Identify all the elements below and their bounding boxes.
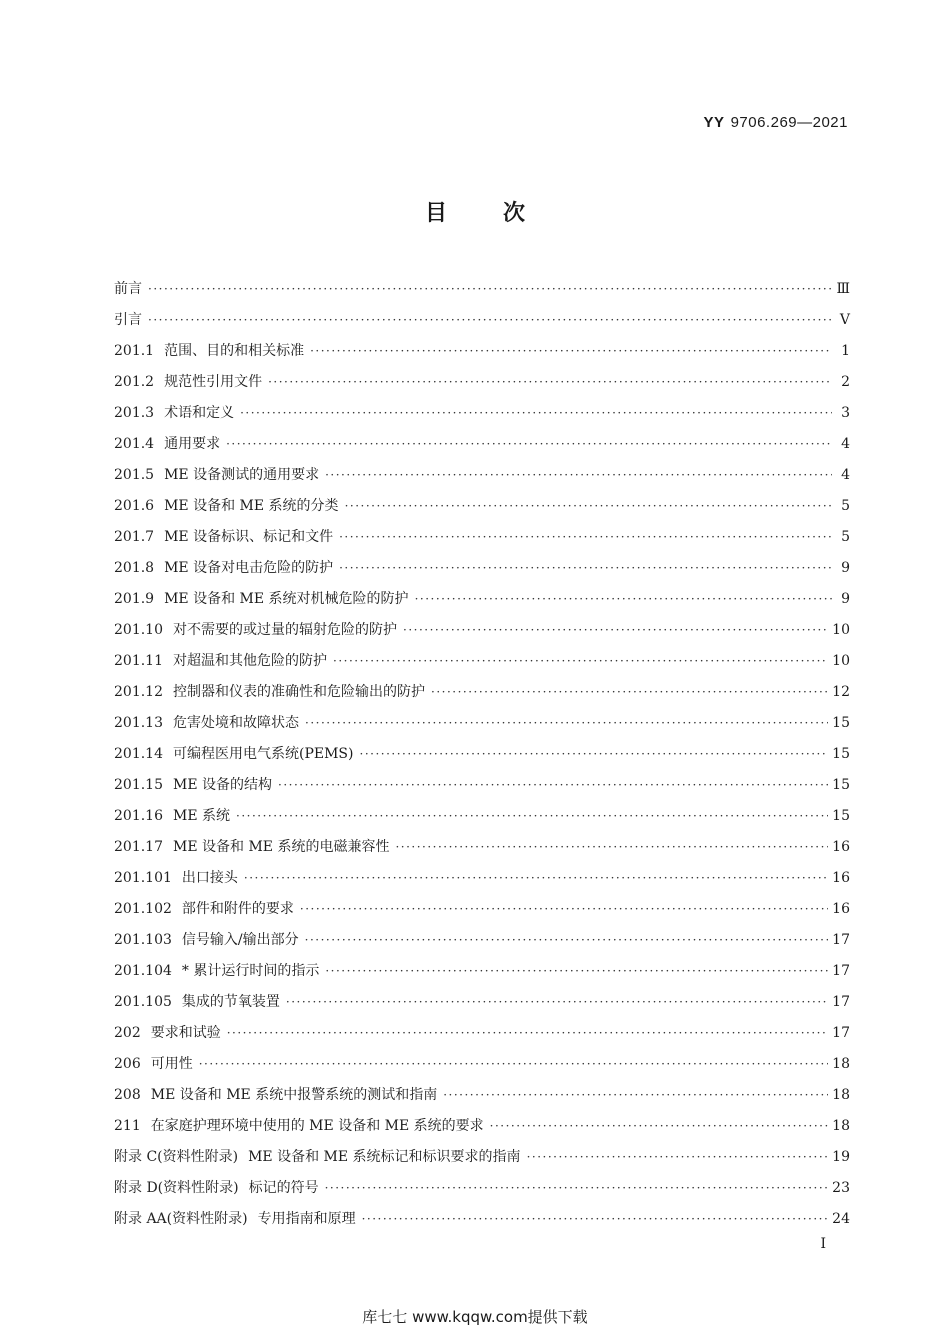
toc-entry[interactable]	[114, 863, 850, 894]
toc-entry-page: 9	[841, 591, 850, 607]
toc-entry-number: 201.105	[114, 994, 172, 1010]
toc-entry[interactable]	[114, 1018, 850, 1049]
toc-entry-number: 201.1	[114, 343, 155, 359]
toc-leader-dots	[345, 491, 832, 522]
toc-leader-dots	[305, 708, 828, 739]
toc-entry-page: 17	[832, 963, 850, 979]
page-title: 目次	[424, 201, 581, 226]
toc-entry-title: * 累计运行时间的指示	[181, 963, 320, 979]
toc-entry[interactable]	[114, 460, 850, 491]
toc-entry-page: 17	[832, 994, 850, 1010]
toc-entry-title: 要求和试验	[150, 1025, 221, 1041]
toc-entry-page: 19	[832, 1149, 850, 1165]
toc-entry-title: 前言	[114, 281, 142, 297]
toc-entry[interactable]	[114, 739, 850, 770]
toc-entry-title: 可编程医用电气系统(PEMS)	[173, 746, 354, 762]
table-of-contents	[114, 274, 850, 1235]
toc-entry-title: 范围、目的和相关标准	[164, 343, 305, 359]
toc-entry-page: 15	[832, 715, 850, 731]
toc-entry-page: 23	[832, 1180, 850, 1196]
toc-leader-dots	[148, 305, 832, 336]
toc-entry-page: Ⅴ	[839, 312, 850, 328]
toc-entry-number: 201.14	[114, 746, 163, 762]
toc-entry-title: 对超温和其他危险的防护	[173, 653, 327, 669]
toc-leader-dots	[325, 956, 828, 987]
toc-entry[interactable]	[114, 801, 850, 832]
toc-leader-dots	[268, 367, 832, 398]
toc-leader-dots	[325, 1173, 829, 1204]
toc-leader-dots	[199, 1049, 828, 1080]
page-number: Ⅰ	[820, 1236, 826, 1252]
toc-entry-title: ME 设备对电击危险的防护	[164, 560, 334, 576]
toc-entry-number: 201.4	[114, 436, 155, 452]
toc-entry-number: 201.7	[114, 529, 155, 545]
toc-entry[interactable]	[114, 894, 850, 925]
toc-entry[interactable]	[114, 646, 850, 677]
toc-entry-title: 引言	[114, 312, 142, 328]
toc-entry-page: 15	[832, 746, 850, 762]
toc-entry-title: 标记的符号	[248, 1180, 319, 1196]
toc-entry-title: 危害处境和故障状态	[173, 715, 299, 731]
toc-entry[interactable]	[114, 1049, 850, 1080]
toc-entry-page: 17	[832, 932, 850, 948]
toc-entry-title: ME 设备的结构	[173, 777, 273, 793]
standard-prefix: YY	[703, 114, 725, 131]
toc-entry-number: 201.2	[114, 374, 155, 390]
toc-entry[interactable]	[114, 832, 850, 863]
toc-leader-dots	[240, 398, 832, 429]
toc-entry-number: 201.16	[114, 808, 163, 824]
toc-entry-number: 201.10	[114, 622, 163, 638]
toc-entry-page: 9	[841, 560, 850, 576]
toc-entry-title: ME 设备和 ME 系统中报警系统的测试和指南	[150, 1087, 438, 1103]
toc-entry-title: ME 设备和 ME 系统标记和标识要求的指南	[248, 1149, 521, 1165]
toc-leader-dots	[339, 522, 832, 553]
toc-leader-dots	[300, 894, 828, 925]
toc-leader-dots	[339, 553, 832, 584]
toc-leader-dots	[395, 832, 828, 863]
toc-entry[interactable]	[114, 429, 850, 460]
toc-entry[interactable]	[114, 677, 850, 708]
toc-entry-number: 201.11	[114, 653, 163, 669]
toc-entry-number: 201.104	[114, 963, 172, 979]
toc-leader-dots	[415, 584, 832, 615]
toc-entry-number: 201.15	[114, 777, 163, 793]
toc-entry-title: 专用指南和原理	[257, 1211, 356, 1227]
toc-entry-number: 附录 D(资料性附录)	[114, 1180, 239, 1196]
toc-entry[interactable]	[114, 1080, 850, 1111]
toc-entry-title: 集成的节氧装置	[181, 994, 280, 1010]
toc-entry[interactable]	[114, 398, 850, 429]
toc-entry-page: 5	[841, 529, 850, 545]
toc-entry-page: 18	[832, 1118, 850, 1134]
toc-leader-dots	[226, 429, 832, 460]
toc-entry-title: 出口接头	[181, 870, 238, 886]
toc-entry-number: 201.13	[114, 715, 163, 731]
standard-code	[704, 114, 848, 131]
toc-entry-title: 在家庭护理环境中使用的 ME 设备和 ME 系统的要求	[150, 1118, 484, 1134]
toc-leader-dots	[403, 615, 828, 646]
toc-leader-dots	[310, 336, 832, 367]
toc-leader-dots	[443, 1080, 828, 1111]
toc-entry-number: 201.101	[114, 870, 172, 886]
toc-entry-title: ME 设备和 ME 系统的分类	[164, 498, 339, 514]
toc-entry[interactable]	[114, 553, 850, 584]
toc-entry-number: 201.103	[114, 932, 172, 948]
toc-entry-title: ME 设备标识、标记和文件	[164, 529, 334, 545]
toc-entry-page: 12	[832, 684, 850, 700]
toc-leader-dots	[278, 770, 828, 801]
toc-entry-title: 可用性	[150, 1056, 193, 1072]
toc-entry[interactable]	[114, 987, 850, 1018]
toc-entry[interactable]	[114, 1111, 850, 1142]
toc-entry[interactable]	[114, 1142, 850, 1173]
toc-entry-page: Ⅲ	[836, 281, 850, 297]
toc-entry-title: ME 设备测试的通用要求	[164, 467, 320, 483]
toc-entry-page: 5	[841, 498, 850, 514]
standard-number: 9706.269—2021	[730, 114, 848, 131]
toc-entry-title: 术语和定义	[164, 405, 235, 421]
toc-entry-number: 201.17	[114, 839, 163, 855]
toc-leader-dots	[431, 677, 828, 708]
toc-entry-number: 201.102	[114, 901, 172, 917]
toc-entry[interactable]	[114, 1173, 850, 1204]
toc-entry-title: 规范性引用文件	[164, 374, 263, 390]
toc-leader-dots	[527, 1142, 829, 1173]
toc-entry-page: 3	[841, 405, 850, 421]
toc-entry[interactable]	[114, 925, 850, 956]
toc-entry-title: ME 设备和 ME 系统对机械危险的防护	[164, 591, 409, 607]
toc-entry-title: 信号输入/输出部分	[181, 932, 299, 948]
toc-leader-dots	[305, 925, 829, 956]
toc-entry-number: 211	[114, 1118, 141, 1134]
toc-entry-page: 18	[832, 1056, 850, 1072]
toc-leader-dots	[362, 1204, 829, 1235]
toc-entry-page: 15	[832, 808, 850, 824]
toc-leader-dots	[148, 274, 832, 305]
toc-leader-dots	[244, 863, 828, 894]
download-footer: 库七七 www.kqqw.com提供下载	[362, 1308, 588, 1326]
toc-entry-page: 24	[832, 1211, 850, 1227]
toc-entry-title: 部件和附件的要求	[181, 901, 294, 917]
toc-entry[interactable]	[114, 305, 850, 336]
toc-entry-number: 201.9	[114, 591, 155, 607]
toc-leader-dots	[227, 1018, 828, 1049]
toc-entry-page: 10	[832, 622, 850, 638]
toc-entry-page: 18	[832, 1087, 850, 1103]
toc-entry-number: 208	[114, 1087, 141, 1103]
toc-leader-dots	[286, 987, 828, 1018]
toc-entry-page: 1	[841, 343, 850, 359]
toc-entry[interactable]	[114, 274, 850, 305]
toc-entry-page: 2	[841, 374, 850, 390]
toc-entry-title: 通用要求	[164, 436, 221, 452]
toc-entry-page: 4	[841, 467, 850, 483]
toc-entry-number: 201.5	[114, 467, 155, 483]
toc-entry-page: 4	[841, 436, 850, 452]
toc-leader-dots	[236, 801, 828, 832]
toc-entry-number: 201.6	[114, 498, 155, 514]
toc-entry-number: 201.12	[114, 684, 163, 700]
toc-entry[interactable]	[114, 367, 850, 398]
toc-entry-page: 17	[832, 1025, 850, 1041]
toc-entry-number: 附录 C(资料性附录)	[114, 1149, 239, 1165]
toc-leader-dots	[325, 460, 832, 491]
toc-entry-title: ME 系统	[173, 808, 231, 824]
toc-entry[interactable]	[114, 708, 850, 739]
toc-entry-page: 10	[832, 653, 850, 669]
toc-entry[interactable]	[114, 491, 850, 522]
toc-entry[interactable]	[114, 1204, 850, 1235]
toc-entry-page: 16	[832, 839, 850, 855]
toc-leader-dots	[360, 739, 829, 770]
toc-entry-number: 201.3	[114, 405, 155, 421]
toc-entry[interactable]	[114, 584, 850, 615]
toc-entry-page: 16	[832, 901, 850, 917]
toc-leader-dots	[490, 1111, 829, 1142]
toc-entry-page: 16	[832, 870, 850, 886]
toc-entry[interactable]	[114, 336, 850, 367]
toc-leader-dots	[333, 646, 828, 677]
toc-entry-title: ME 设备和 ME 系统的电磁兼容性	[173, 839, 390, 855]
toc-entry-number: 206	[114, 1056, 141, 1072]
toc-entry-number: 201.8	[114, 560, 155, 576]
toc-entry[interactable]	[114, 770, 850, 801]
toc-entry-title: 对不需要的或过量的辐射危险的防护	[173, 622, 397, 638]
toc-entry-page: 15	[832, 777, 850, 793]
toc-entry[interactable]	[114, 522, 850, 553]
toc-entry[interactable]	[114, 956, 850, 987]
toc-entry-title: 控制器和仪表的准确性和危险输出的防护	[173, 684, 425, 700]
toc-entry-number: 202	[114, 1025, 141, 1041]
toc-entry[interactable]	[114, 615, 850, 646]
toc-entry-number: 附录 AA(资料性附录)	[114, 1211, 248, 1227]
